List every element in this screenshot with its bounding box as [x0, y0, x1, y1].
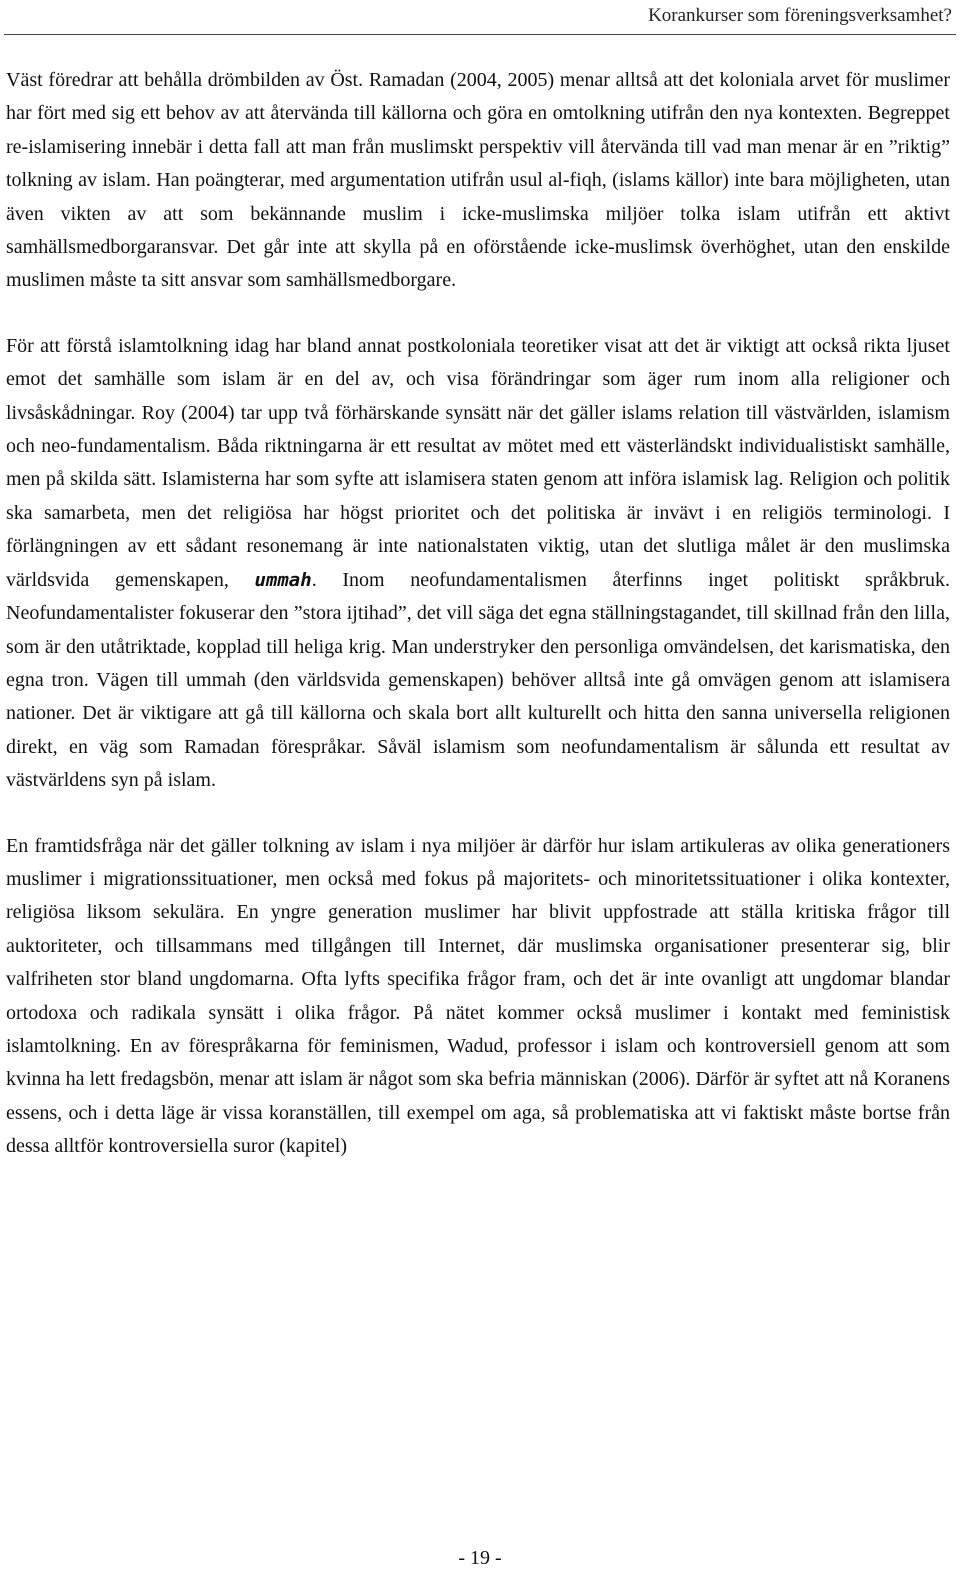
- paragraph-3: En framtidsfråga när det gäller tolkning av islam i nya miljöer är därför hur islam artikuleras av olika generationers muslimer i migrationssituationer, men också med fokus på majoritets- och minoritetssituationer i olika kontexter, religiösa liksom sekulära. En yngre generation muslimer har blivit uppfostrade att ställa kritiska frågor till auktoriteter, och tillsammans med tillgången till Internet, där muslimska organisationer presenterar sig, blir valfriheten stor bland ungdomarna. Ofta lyfts specifika frågor fram, och det är inte ovanligt att ungdomar blandar ortodoxa och radikala synsätt i olika frågor. På nätet kommer också muslimer i kontakt med feministisk islamtolkning. En av förespråkarna för feminismen, Wadud, professor i islam och kontroversiell genom att som kvinna ha lett fredagsbön, menar att islam är något som ska befria människan (2006). Därför är syftet att nå Koranens essens, och i detta läge är vissa koranställen, till exempel om aga, så problematiska att vi faktiskt måste bortse från dessa alltför kontroversiella suror (kapitel): [6, 834, 950, 1158]
- header-divider: [4, 34, 956, 35]
- paragraph-2: [6, 330, 950, 798]
- body-text: [6, 64, 950, 1196]
- paragraph-1: Väst föredrar att behålla drömbilden av Öst. Ramadan (2004, 2005) menar alltså att det koloniala arvet för muslimer har fört med sig ett behov av att återvända till källorna och göra en omtolkning utifrån den nya kontexten. Begreppet re-islamisering innebär i detta fall att man från muslimskt perspektiv vill återvända till vad man menar är en ”riktig” tolkning av islam. Han poängterar, med argumentation utifrån usul al-fiqh, (islams källor) inte bara möjligheten, utan även vikten av att som bekännande muslim i icke-muslimska miljöer tolka islam utifrån ett aktivt samhällsmedborgaransvar. Det går inte att skylla på en oförstående icke-muslimsk överhöghet, utan den enskilde muslimen måste ta sitt ansvar som samhällsmedborgare.: [6, 69, 950, 292]
- paragraph-2-text-before: För att förstå islamtolkning idag har bland annat postkoloniala teoretiker visat att det är viktigt att också rikta ljuset emot det samhälle som islam är en del av, och visa förändringar som äger rum inom alla religioner och livsåskådningar. Roy (2004) tar upp två förhärskande synsätt när det gäller islams relation till västvärlden, islamism och neo-fundamentalism. Båda riktningarna är ett resultat av mötet med ett västerländskt individualistiskt samhälle, men på skilda sätt. Islamisterna har som syfte att islamisera staten genom att införa islamisk lag. Religion och politik ska samarbeta, men det religiösa har högst prioritet och det politiska är invävt i en religiös terminologi. I förlängningen av ett sådant resonemang är inte nationalstaten viktig, utan det slutliga målet är den muslimska världsvida gemenskapen,: [6, 334, 950, 591]
- term-ummah: ummah: [254, 568, 312, 591]
- paragraph-2-text-after: . Inom neofundamentalismen återfinns inget politiskt språkbruk. Neofundamentalister fokuserar den ”stora ijtihad”, det vill säga det egna ställningstagandet, till skillnad från den lilla, som är den utåtriktade, kopplad till heliga krig. Man understryker den personliga omvändelsen, det karismatiska, den egna tron. Vägen till ummah (den världsvida gemenskapen) behöver alltså inte gå omvägen genom att islamisera nationer. Det är viktigare att gå till källorna och skala bort allt kulturellt och hitta den sanna universella religionen direkt, en väg som Ramadan förespråkar. Såväl islamism som neofundamentalism är sålunda ett resultat av västvärldens syn på islam.: [6, 568, 950, 792]
- running-header-title: Korankurser som föreningsverksamhet?: [648, 5, 952, 26]
- page-number: - 19 -: [458, 1547, 502, 1569]
